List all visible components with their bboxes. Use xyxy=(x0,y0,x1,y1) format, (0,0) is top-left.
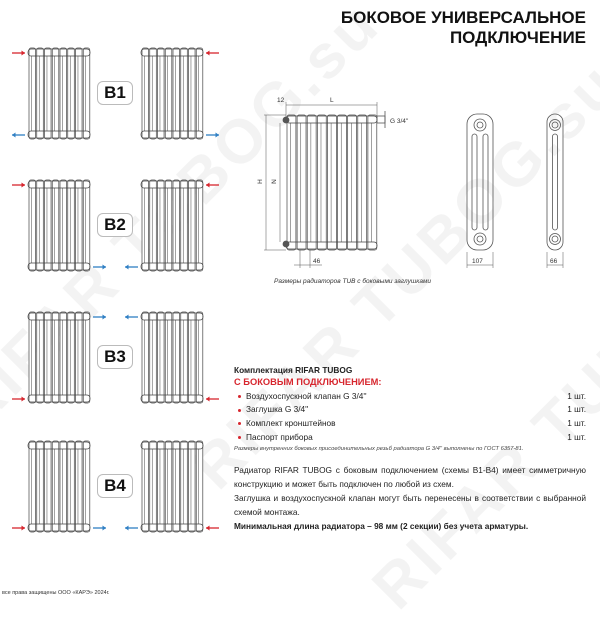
radiator xyxy=(141,48,219,139)
supply-arrow-icon xyxy=(12,51,25,56)
return-arrow-icon xyxy=(93,265,106,270)
kit-item xyxy=(234,389,586,403)
radiator xyxy=(12,180,106,271)
dim-axis: N xyxy=(270,179,278,184)
supply-arrow-icon xyxy=(206,51,219,56)
kit-item-label: Комплект кронштейнов xyxy=(246,417,336,428)
return-arrow-icon xyxy=(206,133,219,138)
dimension-drawing xyxy=(250,90,590,280)
supply-arrow-icon xyxy=(206,183,219,188)
dim-depth-66: 66 xyxy=(550,258,558,265)
kit-item-name xyxy=(238,432,313,442)
scheme-label: B4 xyxy=(97,474,133,498)
radiator xyxy=(12,48,90,139)
kit-item xyxy=(234,416,586,430)
return-arrow-icon xyxy=(93,315,106,320)
bullet-icon xyxy=(238,422,241,425)
kit-item-qty: 1 шт. xyxy=(567,417,586,428)
scheme-label: B1 xyxy=(97,81,133,105)
copyright-footer: все права защищены ООО «КАРЭ» 2024г. xyxy=(2,590,110,596)
kit-section xyxy=(234,365,586,452)
kit-subheading: С БОКОВЫМ ПОДКЛЮЧЕНИЕМ: xyxy=(234,377,382,387)
supply-arrow-icon xyxy=(12,526,25,531)
kit-item-label: Воздухоспускной клапан G 3/4'' xyxy=(246,390,367,401)
kit-item-qty: 1 шт. xyxy=(567,390,586,401)
radiator xyxy=(125,441,219,532)
kit-item-qty: 1 шт. xyxy=(567,431,586,442)
radiator xyxy=(125,312,219,403)
scheme-label: B3 xyxy=(97,345,133,369)
description-p2: Заглушка и воздухоспускной клапан могут быть перенесены в соответствии с выбранной схемой монтажа. xyxy=(234,493,586,517)
radiator xyxy=(125,180,219,271)
description xyxy=(234,463,586,533)
kit-heading: Комплектация RIFAR TUBOG xyxy=(234,365,353,375)
supply-arrow-icon xyxy=(12,397,25,402)
description-p3: Минимальная длина радиатора – 98 мм (2 секции) без учета арматуры. xyxy=(234,521,529,531)
dim-depth-107: 107 xyxy=(472,258,483,265)
kit-item-label: Паспорт прибора xyxy=(246,431,313,442)
drawing-caption: Размеры радиаторов TUB с боковыми заглушками xyxy=(274,278,432,285)
dim-thread: G 3/4'' xyxy=(390,118,409,125)
description-p1: Радиатор RIFAR TUBOG с боковым подключением (схемы B1-B4) имеет симметричную конструкцию и может быть подключен по любой из схем. xyxy=(234,465,586,489)
radiator xyxy=(12,312,106,403)
return-arrow-icon xyxy=(12,133,25,138)
return-arrow-icon xyxy=(125,315,138,320)
return-arrow-icon xyxy=(125,265,138,270)
dim-pitch: 46 xyxy=(313,258,321,265)
kit-item-name xyxy=(238,391,367,401)
scheme-label: B2 xyxy=(97,213,133,237)
supply-arrow-icon xyxy=(12,183,25,188)
kit-note: Размеры внутренних боковых присоединительных резьб радиатора G 3/4'' выполнены по ГОСТ 6357-81. xyxy=(234,446,524,453)
bullet-icon xyxy=(238,409,241,412)
kit-item-qty: 1 шт. xyxy=(567,404,586,415)
dim-offset: 12 xyxy=(277,97,285,104)
bullet-icon xyxy=(238,395,241,398)
kit-item-name xyxy=(238,404,308,414)
supply-arrow-icon xyxy=(206,526,219,531)
kit-item-name xyxy=(238,418,336,428)
title-line: БОКОВОЕ УНИВЕРСАЛЬНОЕ xyxy=(340,8,586,27)
dim-height: H xyxy=(256,179,264,184)
return-arrow-icon xyxy=(93,526,106,531)
dim-length: L xyxy=(330,97,334,104)
kit-item xyxy=(234,430,586,444)
kit-item-label: Заглушка G 3/4'' xyxy=(246,404,309,415)
kit-item xyxy=(234,403,586,417)
title-line: ПОДКЛЮЧЕНИЕ xyxy=(449,28,586,47)
supply-arrow-icon xyxy=(206,397,219,402)
return-arrow-icon xyxy=(125,526,138,531)
page-title xyxy=(341,8,586,48)
radiator xyxy=(12,441,106,532)
bullet-icon xyxy=(238,436,241,439)
